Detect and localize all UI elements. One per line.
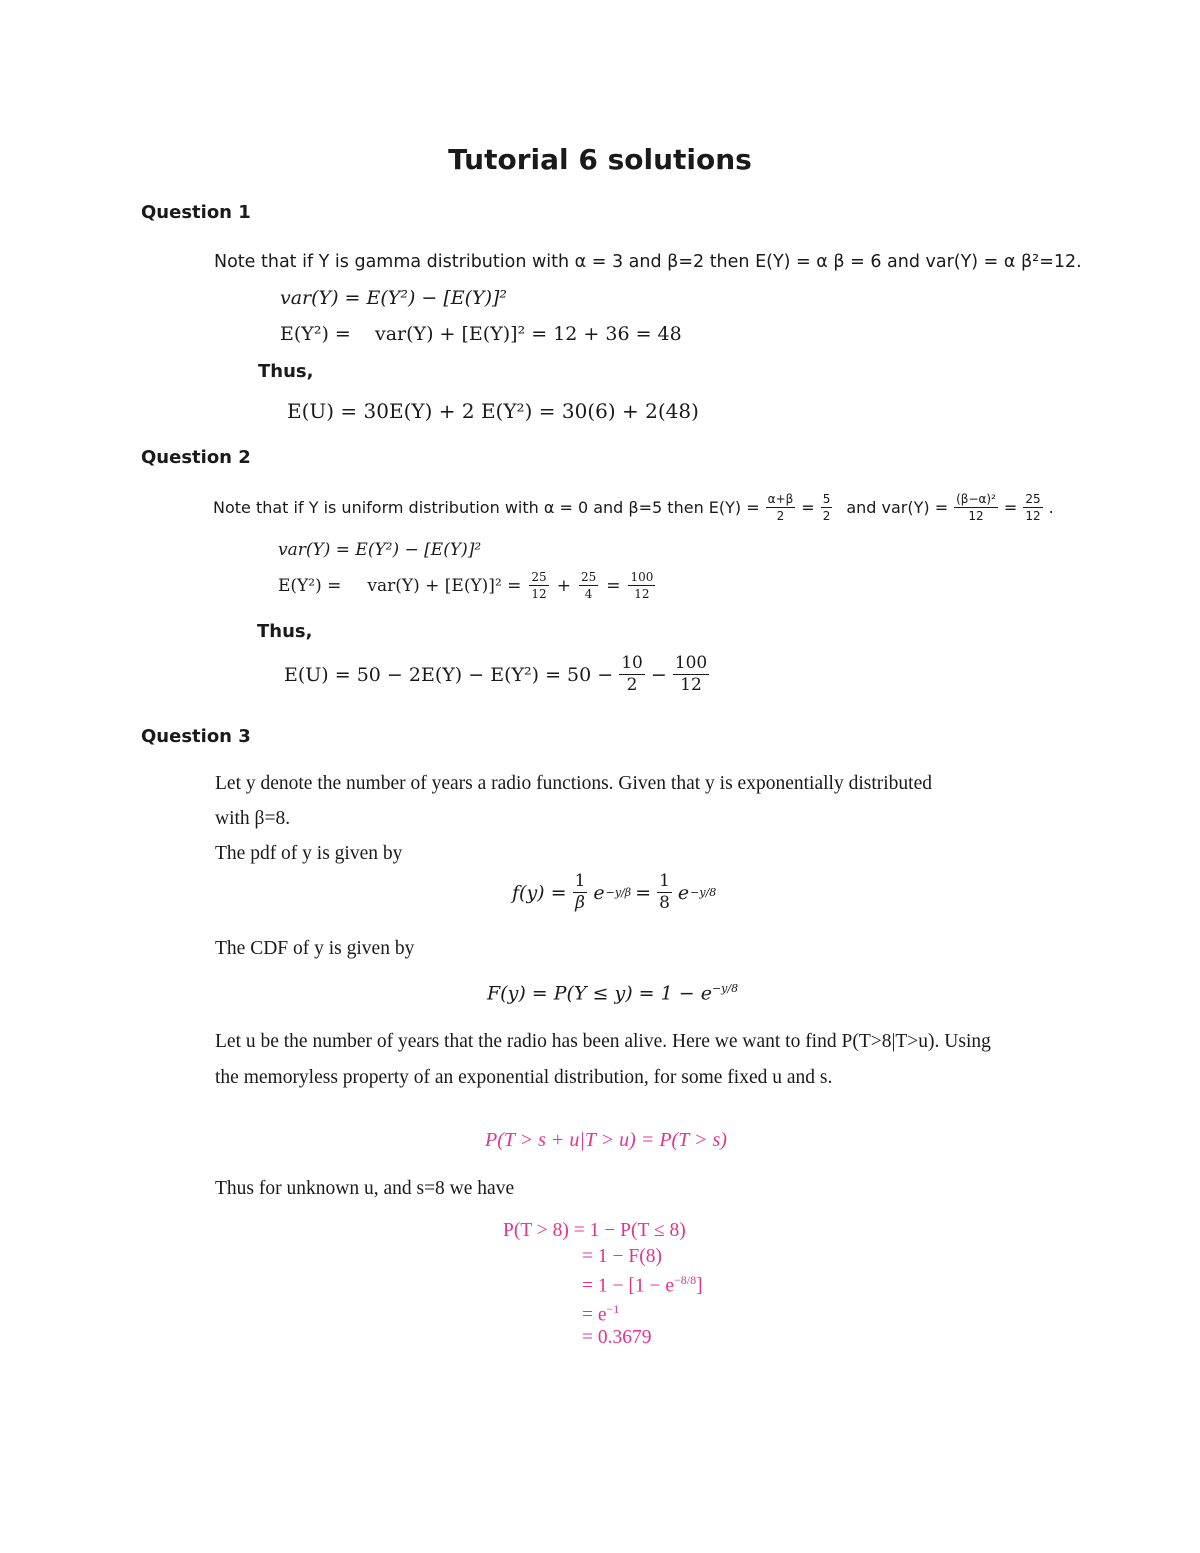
- q2-g1-den: 2: [626, 675, 638, 695]
- q3-pdf-lhs: f(y) =: [512, 881, 567, 904]
- q2-f1-num: 25: [531, 570, 547, 584]
- q2-note-text-b: and var(Y) =: [846, 498, 949, 517]
- q3-paragraph-1-line-2: with β=8.: [215, 808, 291, 829]
- q3-paragraph-2-line-1: Let u be the number of years that the radio has been alive. Here we want to find P(T>8|T>u). Using: [215, 1031, 991, 1052]
- q3-cdf-label: The CDF of y is given by: [215, 938, 415, 959]
- q2-second-moment: [278, 571, 657, 600]
- q1-thus: Thus,: [258, 361, 314, 382]
- q3-pdf-equation: [512, 873, 716, 912]
- q2-frac-25-4: [579, 571, 598, 600]
- q2-equals: =: [606, 575, 621, 596]
- q2-g2-num: 100: [674, 653, 708, 673]
- q2-second-moment-mid: var(Y) + [E(Y)]² =: [367, 575, 522, 596]
- q3-one-b: 1: [659, 871, 670, 891]
- q2-thus: Thus,: [257, 621, 313, 642]
- q2-mean-den: 2: [776, 509, 785, 523]
- q3-frac-1-beta: [573, 873, 588, 912]
- q3-step-2: = 1 − F(8): [582, 1246, 662, 1267]
- q2-g2-den: 12: [680, 675, 702, 695]
- q3-thus-line: Thus for unknown u, and s=8 we have: [215, 1178, 515, 1199]
- q2-two: 2: [822, 509, 831, 523]
- q2-f3-den: 12: [634, 587, 650, 601]
- q2-f3-num: 100: [630, 570, 654, 584]
- q2-five: 5: [822, 492, 831, 506]
- q2-eu-text: E(U) = 50 − 2E(Y) − E(Y²) = 50 −: [284, 663, 614, 686]
- q3-cdf-text: F(y) = P(Y ≤ y) = 1 − e: [487, 982, 712, 1005]
- q2-v25: 25: [1025, 492, 1041, 506]
- q2-25-12: [1023, 493, 1042, 522]
- q2-minus: −: [650, 663, 667, 686]
- q3-frac-1-8: [657, 873, 672, 912]
- q3-eq: =: [635, 881, 652, 904]
- q2-f2-num: 25: [580, 570, 597, 584]
- q3-cdf-exp: −y/8: [711, 982, 739, 995]
- q3-eight: 8: [659, 893, 670, 913]
- question-2-heading: Question 2: [141, 447, 251, 468]
- q2-v12: 12: [1025, 509, 1041, 523]
- q2-f1-den: 12: [531, 587, 547, 601]
- q2-mean-fraction: [766, 493, 796, 522]
- q2-var-fraction: [954, 493, 998, 522]
- q2-five-halves: [821, 493, 833, 522]
- q3-memoryless-equation: P(T > s + u|T > u) = P(T > s): [485, 1129, 727, 1151]
- q3-pdf-label: The pdf of y is given by: [215, 843, 403, 864]
- q3-step-4-exp: −1: [606, 1302, 620, 1316]
- q3-step-3-exp: −8/8: [674, 1273, 697, 1287]
- q2-second-moment-lhs: E(Y²) =: [278, 575, 342, 596]
- q3-exp-1: −y/β: [605, 886, 632, 899]
- q2-g1-num: 10: [621, 653, 643, 673]
- q2-mean-num: α+β: [767, 492, 794, 506]
- q3-paragraph-2-line-2: the memoryless property of an exponential distribution, for some fixed u and s.: [215, 1067, 833, 1088]
- q2-frac-100-12: [628, 571, 655, 600]
- q3-cdf-equation: [487, 982, 738, 1004]
- q3-step-3-close: ]: [696, 1275, 703, 1297]
- q2-period: .: [1048, 498, 1054, 517]
- q1-note: Note that if Y is gamma distribution with α = 3 and β=2 then E(Y) = α β = 6 and var(Y) = α β²=12.: [214, 252, 1082, 272]
- q3-step-3: [582, 1273, 703, 1298]
- q3-one: 1: [574, 871, 586, 891]
- q2-frac-25-12: [529, 571, 548, 600]
- q3-step-4-text: = e: [582, 1304, 607, 1326]
- q3-step-3-text: = 1 − [1 − e: [582, 1275, 675, 1297]
- q1-variance-identity: var(Y) = E(Y²) − [E(Y)]²: [280, 287, 508, 309]
- q1-second-moment-rhs: var(Y) + [E(Y)]² = 12 + 36 = 48: [375, 323, 682, 345]
- q2-var-den: 12: [968, 509, 984, 523]
- q3-exp-2: −y/8: [690, 886, 717, 899]
- q2-eq-sign-2: =: [1003, 498, 1018, 517]
- q1-second-moment-lhs: E(Y²) =: [280, 323, 351, 345]
- q2-plus: +: [556, 575, 571, 596]
- q3-step-1: P(T > 8) = 1 − P(T ≤ 8): [503, 1220, 686, 1241]
- q2-frac-100-12b: [673, 655, 709, 694]
- q2-note-text-a: Note that if Y is uniform distribution with α = 0 and β=5 then E(Y) =: [213, 498, 760, 517]
- q2-variance-identity: var(Y) = E(Y²) − [E(Y)]²: [278, 540, 482, 560]
- q1-expected-u: E(U) = 30E(Y) + 2 E(Y²) = 30(6) + 2(48): [287, 399, 699, 423]
- q2-expected-u: [284, 655, 711, 694]
- q3-e-1: e: [593, 881, 605, 904]
- q3-e-2: e: [677, 881, 690, 904]
- q2-eq-sign-1: =: [801, 498, 815, 517]
- q2-frac-10-2: [619, 655, 645, 694]
- q2-note: [213, 493, 1054, 522]
- q2-var-num: (β−α)²: [956, 492, 996, 506]
- q3-step-5: = 0.3679: [582, 1327, 652, 1348]
- page-title: Tutorial 6 solutions: [448, 143, 752, 176]
- q3-step-4: [582, 1302, 619, 1327]
- question-1-heading: Question 1: [141, 202, 251, 223]
- q3-paragraph-1-line-1: Let y denote the number of years a radio functions. Given that y is exponentially distributed: [215, 773, 932, 794]
- q2-f2-den: 4: [584, 587, 593, 601]
- question-3-heading: Question 3: [141, 726, 251, 747]
- q3-beta: β: [575, 893, 585, 913]
